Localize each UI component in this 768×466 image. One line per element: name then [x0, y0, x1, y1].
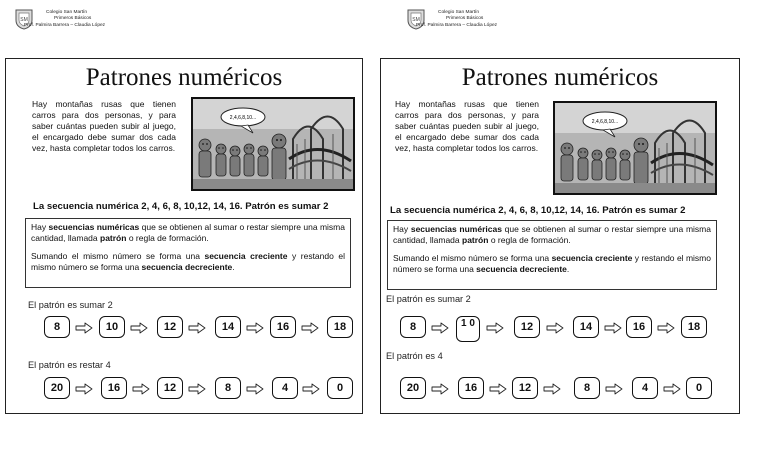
right-worksheet	[378, 0, 752, 466]
number-box: 8	[574, 377, 600, 399]
number-box: 14	[215, 316, 241, 338]
pattern-caption-1: El patrón es sumar 2	[28, 300, 113, 310]
arrow-right-icon	[75, 383, 93, 395]
number-box: 16	[458, 377, 484, 399]
number-box: 12	[512, 377, 538, 399]
roller-coaster-illustration	[191, 97, 355, 191]
teachers-names: Prof. Palmira Barrera – Claudia López	[416, 23, 498, 28]
arrow-right-icon	[486, 322, 504, 334]
number-box: 0	[686, 377, 712, 399]
number-box: 8	[44, 316, 70, 338]
story-text: Hay montañas rusas que tienen carros para dos personas, y para saber cuántas pueden subir al juego, el encargado debe sumar dos cada vez, hasta completar todos los carros.	[32, 99, 176, 153]
roller-coaster-illustration	[553, 101, 717, 195]
pattern-caption-1: El patrón es sumar 2	[386, 294, 471, 304]
arrow-right-icon	[188, 383, 206, 395]
arrow-right-icon	[246, 383, 264, 395]
arrow-right-icon	[188, 322, 206, 334]
number-chain-2	[378, 377, 752, 405]
number-box: 1 0	[456, 316, 480, 342]
number-chain-1	[378, 316, 752, 344]
speech-bubble-text: 2,4,6,8,10...	[591, 119, 619, 125]
arrow-right-icon	[431, 383, 449, 395]
number-box: 16	[626, 316, 652, 338]
definition-box	[387, 220, 717, 290]
definition-box	[25, 218, 351, 288]
pattern-caption-2: El patrón es 4	[386, 351, 443, 361]
arrow-right-icon	[302, 383, 320, 395]
arrow-right-icon	[543, 383, 561, 395]
school-name: Colegio San Martín	[46, 10, 88, 15]
arrow-right-icon	[663, 383, 681, 395]
number-box: 4	[272, 377, 298, 399]
definition-paragraph-1: Hay secuencias numéricas que se obtienen al sumar o restar siempre una misma cantidad, llamada patrón o regla de formación.	[31, 222, 345, 243]
speech-bubble-text: 2,4,6,8,10...	[229, 115, 257, 121]
number-box: 8	[400, 316, 426, 338]
arrow-right-icon	[75, 322, 93, 334]
number-box: 4	[632, 377, 658, 399]
sequence-line: La secuencia numérica 2, 4, 6, 8, 10,12, 14, 16. Patrón es sumar 2	[390, 205, 686, 216]
arrow-right-icon	[431, 322, 449, 334]
number-box: 0	[327, 377, 353, 399]
arrow-right-icon	[657, 322, 675, 334]
number-box: 14	[573, 316, 599, 338]
number-box: 10	[99, 316, 125, 338]
worksheet-title: Patrones numéricos	[85, 64, 283, 91]
definition-paragraph-2: Sumando el mismo número se forma una secuencia creciente y restando el mismo número se forma una secuencia decreciente.	[31, 251, 345, 272]
arrow-right-icon	[301, 322, 319, 334]
school-name: Colegio San Martín	[438, 10, 480, 15]
worksheet-title: Patrones numéricos	[461, 64, 659, 91]
number-box: 18	[681, 316, 707, 338]
number-box: 8	[215, 377, 241, 399]
definition-paragraph-2: Sumando el mismo número se forma una secuencia creciente y restando el mismo número se forma una secuencia decreciente.	[393, 253, 711, 274]
definition-paragraph-1: Hay secuencias numéricas que se obtienen al sumar o restar siempre una misma cantidad, llamada patrón o regla de formación.	[393, 224, 711, 245]
number-box: 16	[270, 316, 296, 338]
arrow-right-icon	[246, 322, 264, 334]
number-box: 12	[514, 316, 540, 338]
arrow-right-icon	[604, 322, 622, 334]
arrow-right-icon	[130, 322, 148, 334]
left-worksheet	[0, 0, 374, 466]
number-box: 20	[400, 377, 426, 399]
arrow-right-icon	[132, 383, 150, 395]
arrow-right-icon	[605, 383, 623, 395]
number-box: 18	[327, 316, 353, 338]
number-box: 16	[101, 377, 127, 399]
story-text: Hay montañas rusas que tienen carros para dos personas, y para saber cuántas pueden subir al juego, el encargado debe sumar dos cada vez, hasta completar todos los carros.	[395, 99, 539, 153]
school-level: Primeros Básicos	[54, 16, 92, 21]
number-box: 12	[157, 316, 183, 338]
number-box: 12	[157, 377, 183, 399]
sequence-line: La secuencia numérica 2, 4, 6, 8, 10,12, 14, 16. Patrón es sumar 2	[33, 201, 329, 212]
arrow-right-icon	[546, 322, 564, 334]
number-chain-1	[0, 316, 374, 344]
arrow-right-icon	[489, 383, 507, 395]
number-box: 20	[44, 377, 70, 399]
school-level: Primeros Básicos	[446, 16, 484, 21]
pattern-caption-2: El patrón es restar 4	[28, 360, 111, 370]
teachers-names: Prof. Palmira Barrera – Claudia López	[24, 23, 106, 28]
number-chain-2	[0, 377, 374, 405]
